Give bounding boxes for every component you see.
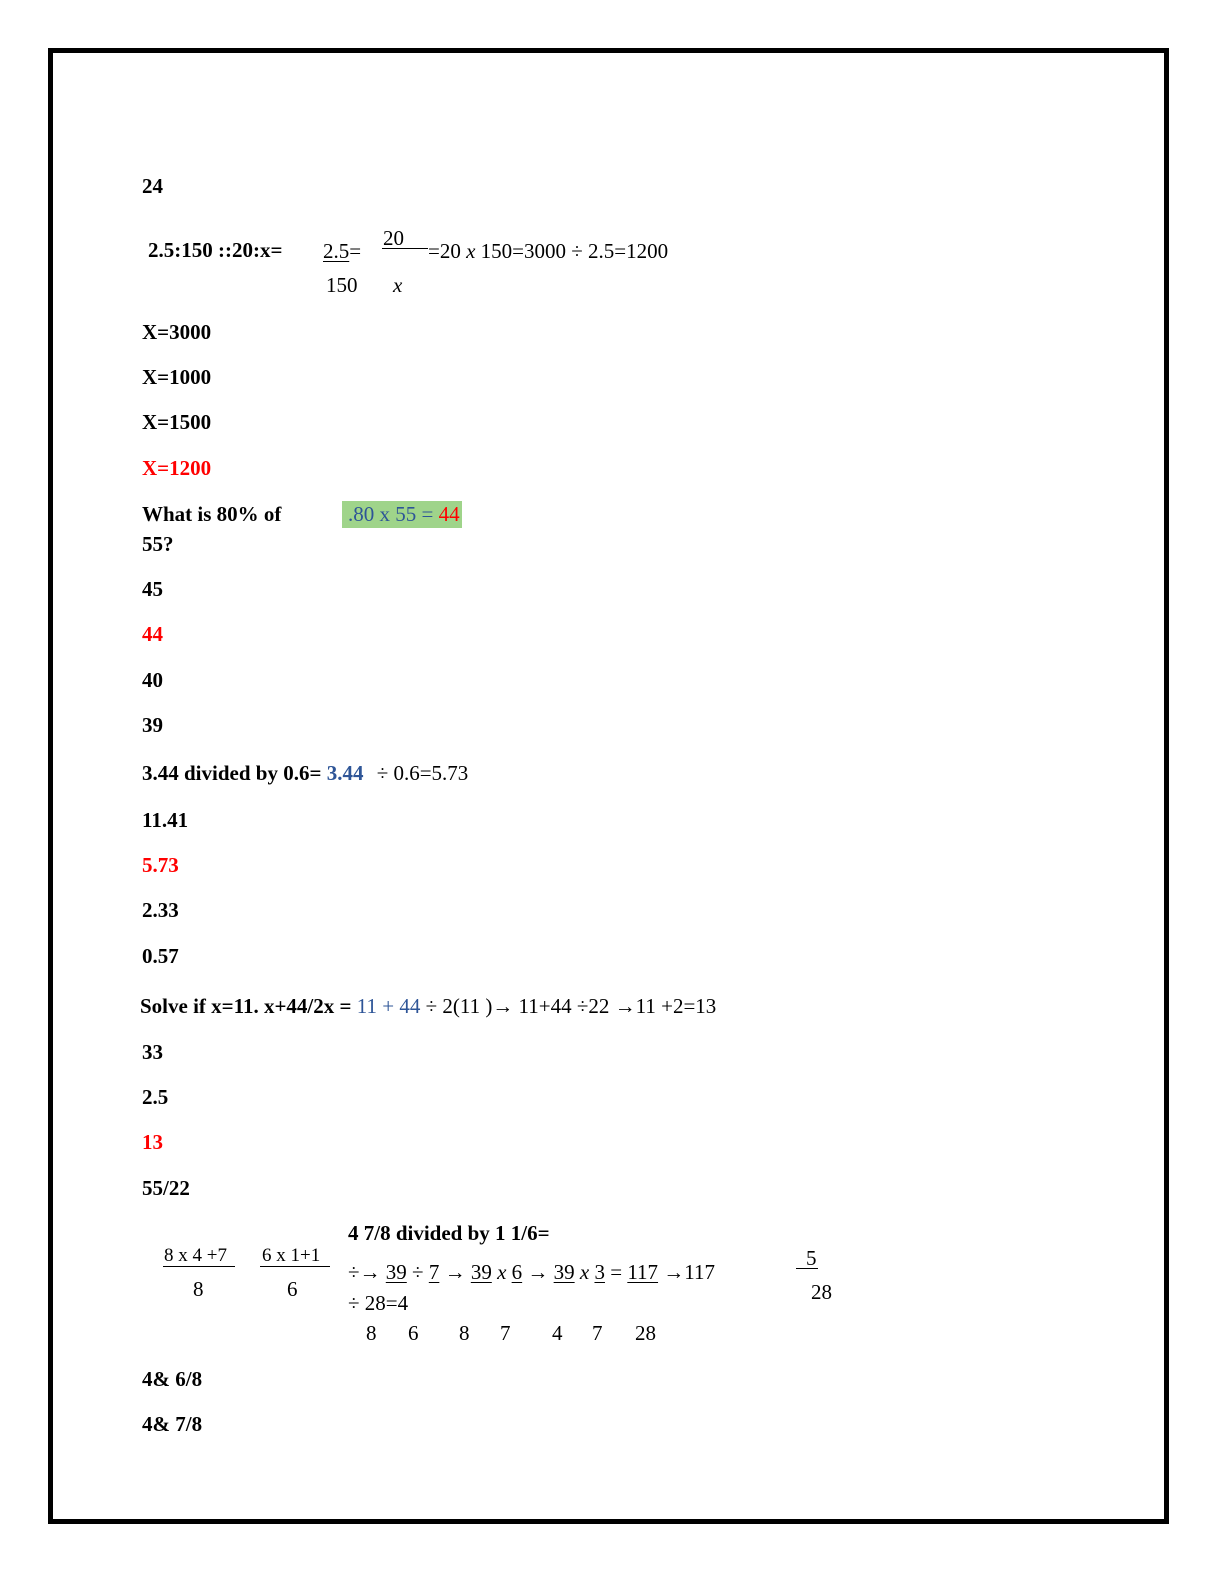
highlighted-work: .80 x 55 = 44 bbox=[342, 501, 462, 528]
answer-option: 11.41 bbox=[142, 808, 189, 832]
denominator: 7 bbox=[500, 1321, 511, 1345]
fraction-numerator: 20 bbox=[383, 226, 404, 250]
answer-option: 45 bbox=[142, 577, 163, 601]
question-number: 24 bbox=[142, 174, 163, 198]
correct-answer: 5.73 bbox=[142, 853, 179, 877]
side-fraction-numerator: 8 x 4 +7 bbox=[164, 1245, 227, 1266]
correct-answer: 13 bbox=[142, 1130, 163, 1154]
answer-option: X=1000 bbox=[142, 365, 212, 389]
fraction-numerator: 5 bbox=[806, 1246, 817, 1270]
work-expression: ÷ 28=4 bbox=[348, 1291, 409, 1315]
fraction-bar bbox=[260, 1266, 330, 1267]
answer-option: 4& 7/8 bbox=[142, 1412, 203, 1436]
answer-option: 2.33 bbox=[142, 898, 179, 922]
answer-option: X=1500 bbox=[142, 410, 212, 434]
fraction-bar bbox=[163, 1266, 235, 1267]
denominator: 8 bbox=[366, 1321, 377, 1345]
question-line: Solve if x=11. x+44/2x = 11 + 44 ÷ 2(11 )→ 11+44 ÷22 →11 +2=13 bbox=[140, 994, 717, 1018]
correct-answer: 44 bbox=[142, 622, 163, 646]
answer-option: 2.5 bbox=[142, 1085, 169, 1109]
denominator: 8 bbox=[459, 1321, 470, 1345]
question-prompt: What is 80% of bbox=[142, 502, 282, 526]
work-expression: =20 x 150=3000 ÷ 2.5=1200 bbox=[428, 239, 669, 263]
answer-option: 40 bbox=[142, 668, 163, 692]
answer-option: 33 bbox=[142, 1040, 163, 1064]
correct-answer: X=1200 bbox=[142, 456, 212, 480]
fraction-denominator: 28 bbox=[811, 1280, 832, 1304]
fraction-denominator: 150 bbox=[326, 273, 358, 297]
denominator: 4 bbox=[552, 1321, 563, 1345]
answer-option: 39 bbox=[142, 713, 163, 737]
denominator: 6 bbox=[408, 1321, 419, 1345]
side-fraction-denominator: 8 bbox=[193, 1277, 204, 1301]
fraction-numerator: 2.5= bbox=[323, 239, 362, 263]
page-border bbox=[48, 48, 1169, 1524]
work-expression: ÷→ 39 ÷ 7 → 39 x 6 → 39 x 3 = 117 →117 bbox=[348, 1260, 716, 1284]
question-line: 3.44 divided by 0.6= 3.44 ÷ 0.6=5.73 bbox=[142, 761, 469, 785]
question-prompt: 4 7/8 divided by 1 1/6= bbox=[348, 1221, 550, 1245]
answer-option: X=3000 bbox=[142, 320, 212, 344]
answer-option: 4& 6/8 bbox=[142, 1367, 203, 1391]
denominator: 28 bbox=[635, 1321, 656, 1345]
fraction-denominator: x bbox=[393, 273, 403, 297]
side-fraction-numerator: 6 x 1+1 bbox=[262, 1245, 321, 1266]
question-prompt: 2.5:150 ::20:x= bbox=[148, 238, 283, 262]
side-fraction-denominator: 6 bbox=[287, 1277, 298, 1301]
fraction-bar bbox=[796, 1268, 818, 1269]
denominator: 7 bbox=[592, 1321, 603, 1345]
answer-option: 55/22 bbox=[142, 1176, 190, 1200]
fraction-bar bbox=[382, 248, 428, 249]
question-prompt: 55? bbox=[142, 532, 174, 556]
answer-option: 0.57 bbox=[142, 944, 179, 968]
